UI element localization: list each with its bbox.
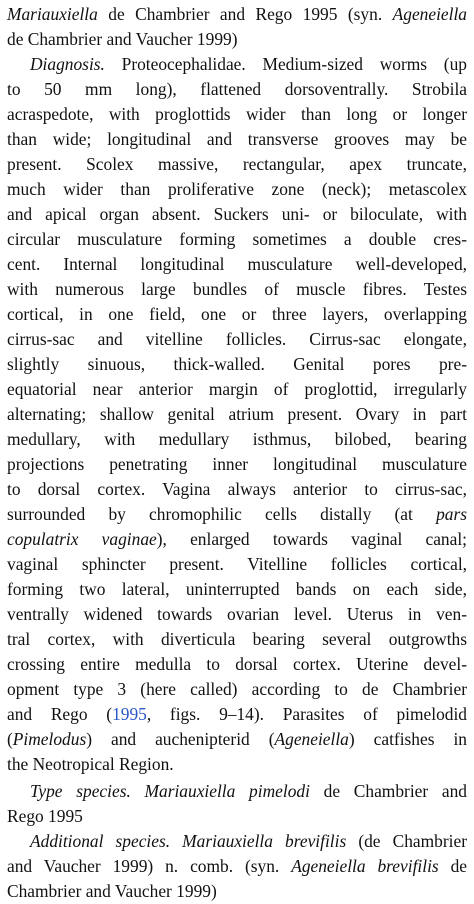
text-line [7,377,467,402]
text-segment: surrounded by chromophilic cells distally (at [7,504,437,524]
text-segment: alternating; shallow genital atrium present. Ovary in part [7,404,467,424]
text-segment: Rego 1995 [7,806,83,826]
text-line [7,402,467,427]
italic-text: Ageneiella brevifilis [291,856,439,876]
text-line [30,829,467,854]
text-line [7,277,467,302]
text-line [7,577,467,602]
text-segment: ) and auchenipterid ( [86,729,275,749]
text-line [7,677,467,702]
text-segment: to dorsal cortex. Vagina always anterior to cirrus-sac, [7,479,467,499]
text-segment: cirrus-sac and vitelline follicles. Cirrus-sac elongate, [7,329,467,349]
text-segment: cortical, in one field, one or three layers, overlapping [7,304,467,324]
text-line [7,652,467,677]
text-segment: equatorial near anterior margin of proglottid, irregularly [7,379,467,399]
text-segment: much wider than proliferative zone (neck); metascolex [7,179,467,199]
text-line [7,702,467,727]
text-line [7,527,467,552]
text-line [30,52,467,77]
text-segment: forming two lateral, uninterrupted bands on each side, [7,579,467,599]
text-segment: slightly sinuous, thick-walled. Genital pores pre- [7,354,467,374]
text-line [7,804,467,829]
italic-text: Ageneiella [274,729,349,749]
text-line [7,327,467,352]
text-line [7,352,467,377]
text-line [7,152,467,177]
text-line [7,77,467,102]
text-segment: to 50 mm long), flattened dorsoventrally. Strobila [7,79,467,99]
text-line [7,127,467,152]
text-segment: cent. Internal longitudinal musculature well-developed, [7,254,467,274]
text-line [7,2,467,27]
text-line [7,27,467,52]
text-line [7,502,467,527]
text-line [7,252,467,277]
text-line [7,552,467,577]
text-segment: projections penetrating inner longitudinal musculature [7,454,467,474]
text-segment: Chambrier and Vaucher 1999) [7,881,217,901]
text-segment: medullary, with medullary isthmus, bilobed, bearing [7,429,467,449]
italic-text: Mariauxiella [7,4,98,24]
text-line [7,627,467,652]
text-line [30,779,467,804]
text-segment: ventrally widened towards ovarian level. Uterus in ven- [7,604,467,624]
text-line [7,427,467,452]
text-segment: ) catfishes in [348,729,467,749]
text-segment: and Rego ( [7,704,113,724]
italic-text: Type species. Mariauxiella pimelodi [30,781,310,801]
text-segment: Proteocephalidae. Medium-sized worms (up [104,54,467,74]
italic-text: pars [436,504,467,524]
text-segment: tral cortex, with diverticula bearing several outgrowths [7,629,467,649]
italic-text: Ageneiella [392,4,467,24]
text-segment: opment type 3 (here called) according to de Chambrier [7,679,467,699]
text-segment: de Chambrier and [309,781,467,801]
text-segment: de [438,856,468,876]
italic-text: Additional species. Mariauxiella brevifilis [30,831,347,851]
text-segment: crossing entire medulla to dorsal cortex. Uterine devel- [7,654,467,674]
text-line [7,452,467,477]
italic-text: Pimelodus [12,729,87,749]
text-line [7,854,467,879]
text-line [7,227,467,252]
text-segment: with numerous large bundles of muscle fibres. Testes [7,279,467,299]
text-line [7,477,467,502]
text-line [7,727,467,752]
text-line [7,879,467,904]
text-segment: the Neotropical Region. [7,754,174,774]
text-segment: acraspedote, with proglottids wider than long or longer [7,104,467,124]
text-segment: ), enlarged towards vaginal canal; [156,529,467,549]
text-line [7,302,467,327]
text-line [7,102,467,127]
text-segment: circular musculature forming sometimes a double cres- [7,229,467,249]
text-segment: ( [7,729,13,749]
text-line [7,177,467,202]
italic-text: Diagnosis. [30,54,105,74]
text-segment: and apical organ absent. Suckers uni- or biloculate, with [7,204,467,224]
italic-text: copulatrix vaginae [7,529,157,549]
text-line [7,752,467,777]
text-segment: de Chambrier and Vaucher 1999) [7,29,238,49]
text-segment: than wide; longitudinal and transverse grooves may be [7,129,467,149]
text-line [7,602,467,627]
text-segment: de Chambrier and Rego 1995 (syn. [97,4,393,24]
text-segment: vaginal sphincter present. Vitelline follicles cortical, [7,554,467,574]
text-segment: and Vaucher 1999) n. comb. (syn. [7,856,292,876]
text-segment: , figs. 9–14). Parasites of pimelodid [146,704,467,724]
text-segment: present. Scolex massive, rectangular, apex truncate, [7,154,467,174]
text-segment: (de Chambrier [346,831,467,851]
text-line [7,202,467,227]
citation-link[interactable]: 1995 [112,704,147,724]
